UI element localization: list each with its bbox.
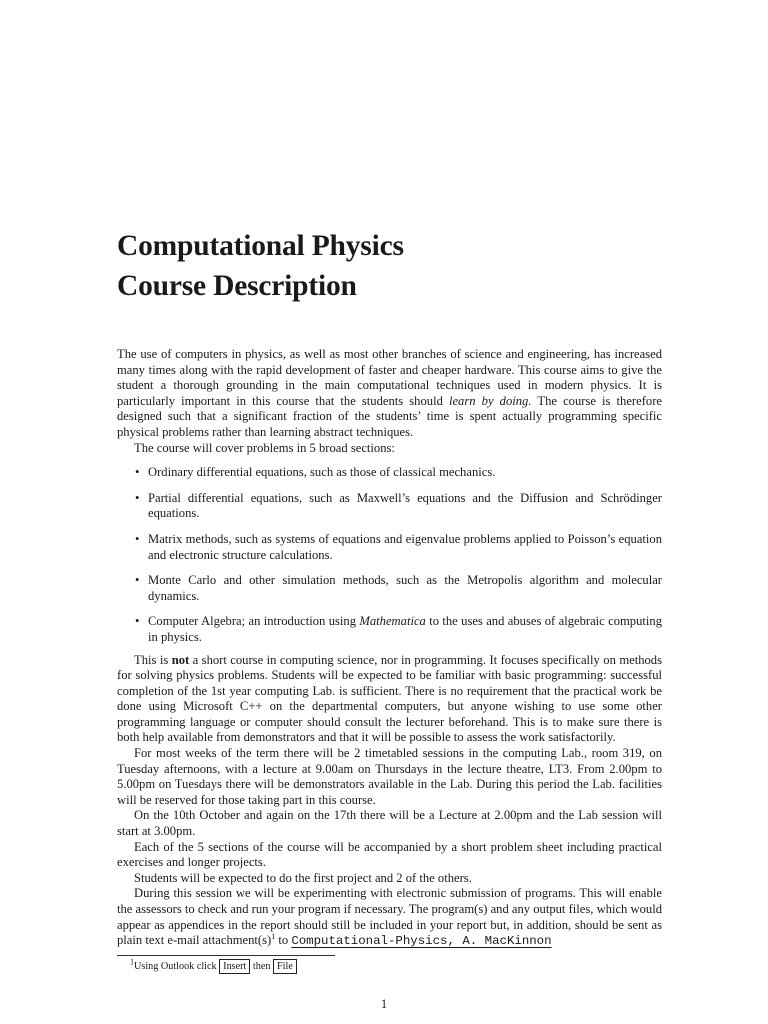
title-line-1: Computational Physics xyxy=(117,230,404,262)
list-item: • Monte Carlo and other simulation methods, such as the Metropolis algorithm and molecular dynamics. xyxy=(117,573,662,604)
list-item: • Partial differential equations, such as Maxwell’s equations and the Diffusion and Schrödinger equations. xyxy=(117,491,662,522)
file-key-box: File xyxy=(273,959,297,974)
submission-to: to xyxy=(275,933,292,948)
insert-key-box: Insert xyxy=(219,959,250,974)
intro-paragraph xyxy=(117,347,662,441)
dates-paragraph: On the 10th October and again on the 17th there will be a Lecture at 2.00pm and the Lab session will start at 3.00pm. xyxy=(117,808,662,839)
document-body xyxy=(117,347,662,950)
intro-text-cont: The course is therefore designed such that a significant fraction of the students’ time is spent actually programming specific physical problems rather than learning abstract techniques. xyxy=(117,393,662,439)
footnote-text: Using Outlook click xyxy=(134,961,220,972)
not-programming-paragraph xyxy=(117,653,662,747)
page-number: 1 xyxy=(380,997,388,1011)
footnote-rule xyxy=(117,955,335,956)
section5-text: Computer Algebra; an introduction using xyxy=(148,614,360,629)
problem-sheets-paragraph: Each of the 5 sections of the course will be accompanied by a short problem sheet including practical exercises and longer projects. xyxy=(117,839,662,870)
section5-emphasis: Mathematica xyxy=(359,614,426,629)
footnote-text-mid: then xyxy=(250,961,274,972)
not-para-text-cont: a short course in computing science, nor in programming. It focuses specifically on methods for solving physics problems. Students will be expected to be familiar with basic programming: successful completion of the 1st year computing Lab. is sufficient. There is no requirement that the practical work be done using Microsoft C++ on the departmental computers, but anyone wishing to use some other programming language or computer should consult the lecturer beforehand. This is to make sure there is both help available from demonstrators and that it will be possible to assess the work satisfactorily. xyxy=(117,652,662,745)
projects-paragraph: Students will be expected to do the first project and 2 of the others. xyxy=(134,870,472,885)
submission-paragraph xyxy=(117,886,662,949)
schedule-paragraph: For most weeks of the term there will be 2 timetabled sessions in the computing Lab., room 319, on Tuesday afternoons, with a lecture at 9.00am on Thursdays in the lecture theatre, LT3. From 2.00pm to 5.00pm on Tuesdays there will be demonstrators available in the Lab. During this period the Lab. facilities will be reserved for those taking part in this course. xyxy=(117,746,662,807)
sections-intro: The course will cover problems in 5 broad sections: xyxy=(134,440,395,455)
footnote xyxy=(130,959,297,975)
intro-text: The use of computers in physics, as well as most other branches of science and engineering, has increased many times along with the rapid development of faster and cheaper hardware. This course aims to give the student a thorough grounding in the main computational techniques used in modern physics. It is particularly important in this course that the students should xyxy=(117,347,662,408)
list-item: • Ordinary differential equations, such as those of classical mechanics. xyxy=(117,465,662,481)
section5-text-cont: to the uses and abuses of algebraic computing in physics. xyxy=(148,614,662,644)
footnote-number: 1 xyxy=(130,957,134,967)
title-line-2: Course Description xyxy=(117,270,357,302)
not-para-bold: not xyxy=(171,652,190,667)
sections-list xyxy=(117,465,662,645)
email-address-link[interactable]: Computational-Physics, A. MacKinnon xyxy=(291,934,552,949)
list-item: • Matrix methods, such as systems of equations and eigenvalue problems applied to Poisson’s equation and electronic structure calculations. xyxy=(117,532,662,563)
not-para-text: This is xyxy=(134,652,172,667)
footnote-mark: 1 xyxy=(271,932,276,941)
document-title xyxy=(117,226,404,306)
submission-text: During this session we will be experimenting with electronic submission of programs. This will enable the assessors to check and run your program if necessary. The program(s) and any output files, which would appear as appendices in the report should still be included in your report but, in addition, should be sent as plain text e-mail attachment(s) xyxy=(117,886,662,948)
intro-emphasis: learn by doing. xyxy=(448,393,532,408)
list-item xyxy=(117,614,662,645)
